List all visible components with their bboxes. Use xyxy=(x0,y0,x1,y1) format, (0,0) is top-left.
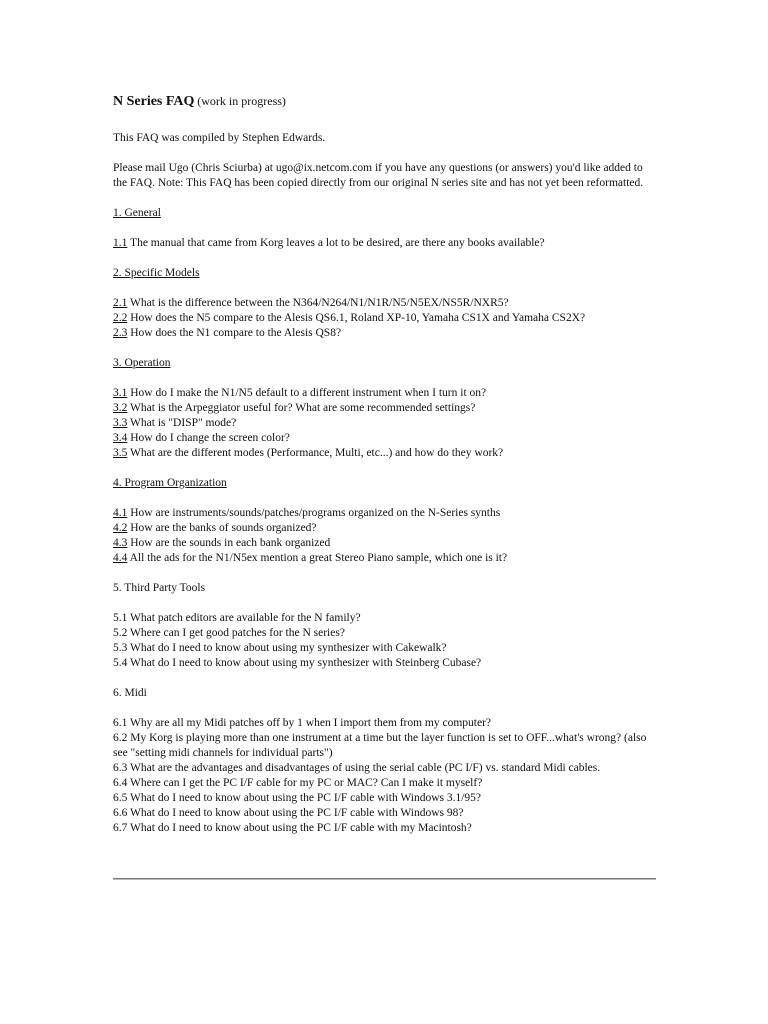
question-link[interactable]: 2.3 xyxy=(113,327,128,339)
question-text: The manual that came from Korg leaves a lot to be desired, are there any books available? xyxy=(127,237,545,249)
question-link[interactable]: 3.2 xyxy=(113,402,128,414)
question-link[interactable]: 3.4 xyxy=(113,432,128,444)
list-item xyxy=(113,401,658,416)
list-item: 6.5 What do I need to know about using the PC I/F cable with Windows 3.1/95? xyxy=(113,792,482,804)
question-text: What is the Arpeggiator useful for? What are some recommended settings? xyxy=(127,402,476,414)
list-item: 6.6 What do I need to know about using the PC I/F cable with Windows 98? xyxy=(113,807,464,819)
list-item: 6.2 My Korg is playing more than one instrument at a time but the layer function is set to OFF...what's wrong? (also see "setting midi channels for individual parts") xyxy=(113,732,647,759)
faq-page xyxy=(113,92,658,851)
question-link[interactable]: 4.1 xyxy=(113,507,128,519)
section-heading-specific-models[interactable]: 2. Specific Models xyxy=(113,267,200,279)
intro-text: This FAQ was compiled by Stephen Edwards. xyxy=(113,132,326,144)
question-text: All the ads for the N1/N5ex mention a great Stereo Piano sample, which one is it? xyxy=(127,552,508,564)
list-item xyxy=(113,506,658,521)
question-link[interactable]: 3.3 xyxy=(113,417,128,429)
list-item xyxy=(113,431,658,446)
section-list-midi xyxy=(113,716,658,836)
list-item: 5.3 What do I need to know about using my synthesizer with Cakewalk? xyxy=(113,642,447,654)
question-text: How are instruments/sounds/patches/programs organized on the N-Series synths xyxy=(127,507,501,519)
section-list-specific-models xyxy=(113,296,658,341)
list-item: 6.4 Where can I get the PC I/F cable for my PC or MAC? Can I make it myself? xyxy=(113,777,483,789)
section-list-operation xyxy=(113,386,658,461)
list-item: 6.1 Why are all my Midi patches off by 1 when I import them from my computer? xyxy=(113,717,492,729)
question-text: How do I make the N1/N5 default to a different instrument when I turn it on? xyxy=(127,387,487,399)
question-link[interactable]: 4.3 xyxy=(113,537,128,549)
question-link[interactable]: 1.1 xyxy=(113,237,128,249)
title-note: (work in progress) xyxy=(197,94,286,108)
section-heading-general[interactable]: 1. General xyxy=(113,207,161,219)
section-heading-third-party-tools: 5. Third Party Tools xyxy=(113,582,206,594)
section-list-third-party-tools xyxy=(113,611,658,671)
horizontal-divider xyxy=(113,878,656,880)
list-item xyxy=(113,296,658,311)
list-item xyxy=(113,536,658,551)
list-item: 5.2 Where can I get good patches for the N series? xyxy=(113,627,345,639)
question-link[interactable]: 2.1 xyxy=(113,297,128,309)
list-item xyxy=(113,416,658,431)
question-link[interactable]: 3.1 xyxy=(113,387,128,399)
question-link[interactable]: 4.2 xyxy=(113,522,128,534)
question-link[interactable]: 2.2 xyxy=(113,312,128,324)
question-link[interactable]: 4.4 xyxy=(113,552,128,564)
list-item: 6.3 What are the advantages and disadvantages of using the serial cable (PC I/F) vs. standard Midi cables. xyxy=(113,762,601,774)
section-heading-operation[interactable]: 3. Operation xyxy=(113,357,171,369)
section-heading-midi: 6. Midi xyxy=(113,687,147,699)
section-list-program-organization xyxy=(113,506,658,566)
question-text: What are the different modes (Performance, Multi, etc...) and how do they work? xyxy=(127,447,504,459)
list-item: 6.7 What do I need to know about using the PC I/F cable with my Macintosh? xyxy=(113,822,472,834)
page-title: N Series FAQ xyxy=(113,94,195,109)
contact-text: Please mail Ugo (Chris Sciurba) at ugo@ix.netcom.com if you have any questions (or answers) you'd like added to the FAQ. Note: This FAQ has been copied directly from our original N series site and has not yet been reformatted. xyxy=(113,162,644,189)
list-item xyxy=(113,551,658,566)
question-link[interactable]: 3.5 xyxy=(113,447,128,459)
question-text: What is "DISP" mode? xyxy=(127,417,237,429)
list-item xyxy=(113,386,658,401)
section-heading-program-organization[interactable]: 4. Program Organization xyxy=(113,477,227,489)
section-list-general xyxy=(113,236,658,251)
question-text: What is the difference between the N364/N264/N1/N1R/N5/N5EX/NS5R/NXR5? xyxy=(127,297,509,309)
list-item xyxy=(113,446,658,461)
question-text: How does the N1 compare to the Alesis QS8? xyxy=(127,327,342,339)
question-text: How are the sounds in each bank organized xyxy=(127,537,331,549)
list-item xyxy=(113,311,658,326)
list-item xyxy=(113,521,658,536)
list-item: 5.1 What patch editors are available for the N family? xyxy=(113,612,361,624)
list-item: 5.4 What do I need to know about using my synthesizer with Steinberg Cubase? xyxy=(113,657,482,669)
title-line xyxy=(113,92,658,111)
question-text: How does the N5 compare to the Alesis QS6.1, Roland XP-10, Yamaha CS1X and Yamaha CS2X? xyxy=(127,312,586,324)
list-item xyxy=(113,236,658,251)
list-item xyxy=(113,326,658,341)
question-text: How do I change the screen color? xyxy=(127,432,290,444)
question-text: How are the banks of sounds organized? xyxy=(127,522,317,534)
